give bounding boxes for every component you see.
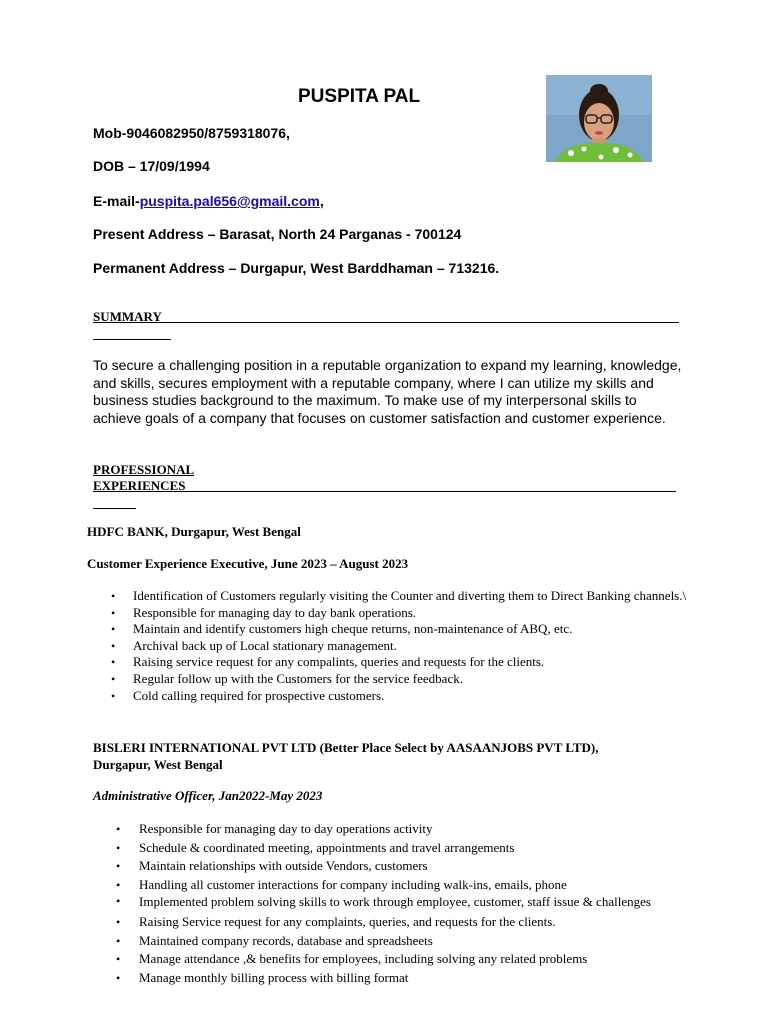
list-item: • Manage attendance ,& benefits for employees, including solving any related problems	[139, 950, 659, 969]
list-item: • Handling all customer interactions for company including walk-ins, emails, phone	[139, 876, 659, 895]
list-item: • Implemented problem solving skills to work through employee, customer, staff issue & challenges	[139, 894, 659, 910]
list-item: • Schedule & coordinated meeting, appointments and travel arrangements	[139, 839, 659, 858]
mobile-number: Mob-9046082950/8759318076,	[93, 125, 290, 141]
list-item: • Raising Service request for any complaints, queries, and requests for the clients.	[139, 913, 659, 932]
list-item: • Archival back up of Local stationary management.	[133, 638, 693, 655]
list-item: • Regular follow up with the Customers for the service feedback.	[133, 671, 693, 688]
summary-heading: SUMMARY	[93, 309, 162, 324]
list-item: • Maintain relationships with outside Vendors, customers	[139, 857, 659, 876]
job2-role: Administrative Officer, Jan2022-May 2023	[93, 788, 323, 803]
list-item: • Responsible for managing day to day operations activity	[139, 820, 659, 839]
list-item: • Cold calling required for prospective customers.	[133, 688, 693, 705]
candidate-name: PUSPITA PAL	[298, 86, 421, 107]
summary-text: To secure a challenging position in a reputable organization to expand my learning, knowledge, and skills, secures employment with a reputable company, where I can utilize my skills and business studies background to the maximum. To make use of my interpersonal skills to achieve goals of a company that focuses on customer satisfaction and customer experience.	[93, 357, 682, 426]
list-item: • Maintained company records, database and spreadsheets	[139, 932, 659, 951]
email-prefix: E-mail-	[93, 193, 140, 209]
job2-duties-list	[139, 820, 659, 987]
summary-rule-tail	[93, 339, 171, 340]
date-of-birth: DOB – 17/09/1994	[93, 158, 210, 174]
job1-duties-list	[133, 588, 693, 704]
summary-rule	[169, 322, 679, 323]
experience-rule-tail	[93, 508, 136, 509]
list-item: • Identification of Customers regularly visiting the Counter and diverting them to Direct Banking channels.\	[133, 588, 693, 605]
profile-photo-graphic	[546, 75, 652, 162]
job2-company-line1: BISLERI INTERNATIONAL PVT LTD (Better Place Select by AASAANJOBS PVT LTD),	[93, 740, 599, 755]
email-link[interactable]: puspita.pal656@gmail.com	[139, 193, 320, 209]
experience-heading-line2: EXPERIENCES	[93, 478, 186, 493]
list-item: • Raising service request for any compalints, queries and requests for the clients.	[133, 654, 693, 671]
permanent-address: Permanent Address – Durgapur, West Barddhaman – 713216.	[93, 260, 500, 276]
list-item: • Maintain and identify customers high cheque returns, non-maintenance of ABQ, etc.	[133, 621, 693, 638]
job2-company-line2: Durgapur, West Bengal	[93, 757, 223, 772]
experience-heading-line1: PROFESSIONAL	[93, 462, 195, 477]
profile-photo	[546, 75, 652, 162]
email-line	[93, 193, 324, 209]
summary-heading-underline	[93, 322, 169, 323]
job1-role: Customer Experience Executive, June 2023 – August 2023	[87, 556, 409, 571]
list-item: • Responsible for managing day to day bank operations.	[133, 605, 693, 622]
email-suffix: ,	[319, 193, 324, 209]
job1-company: HDFC BANK, Durgapur, West Bengal	[87, 524, 301, 539]
list-item: • Manage monthly billing process with billing format	[139, 969, 659, 988]
experience-heading-underline	[93, 491, 195, 492]
experience-rule	[195, 491, 676, 492]
present-address: Present Address – Barasat, North 24 Parganas - 700124	[93, 226, 462, 242]
